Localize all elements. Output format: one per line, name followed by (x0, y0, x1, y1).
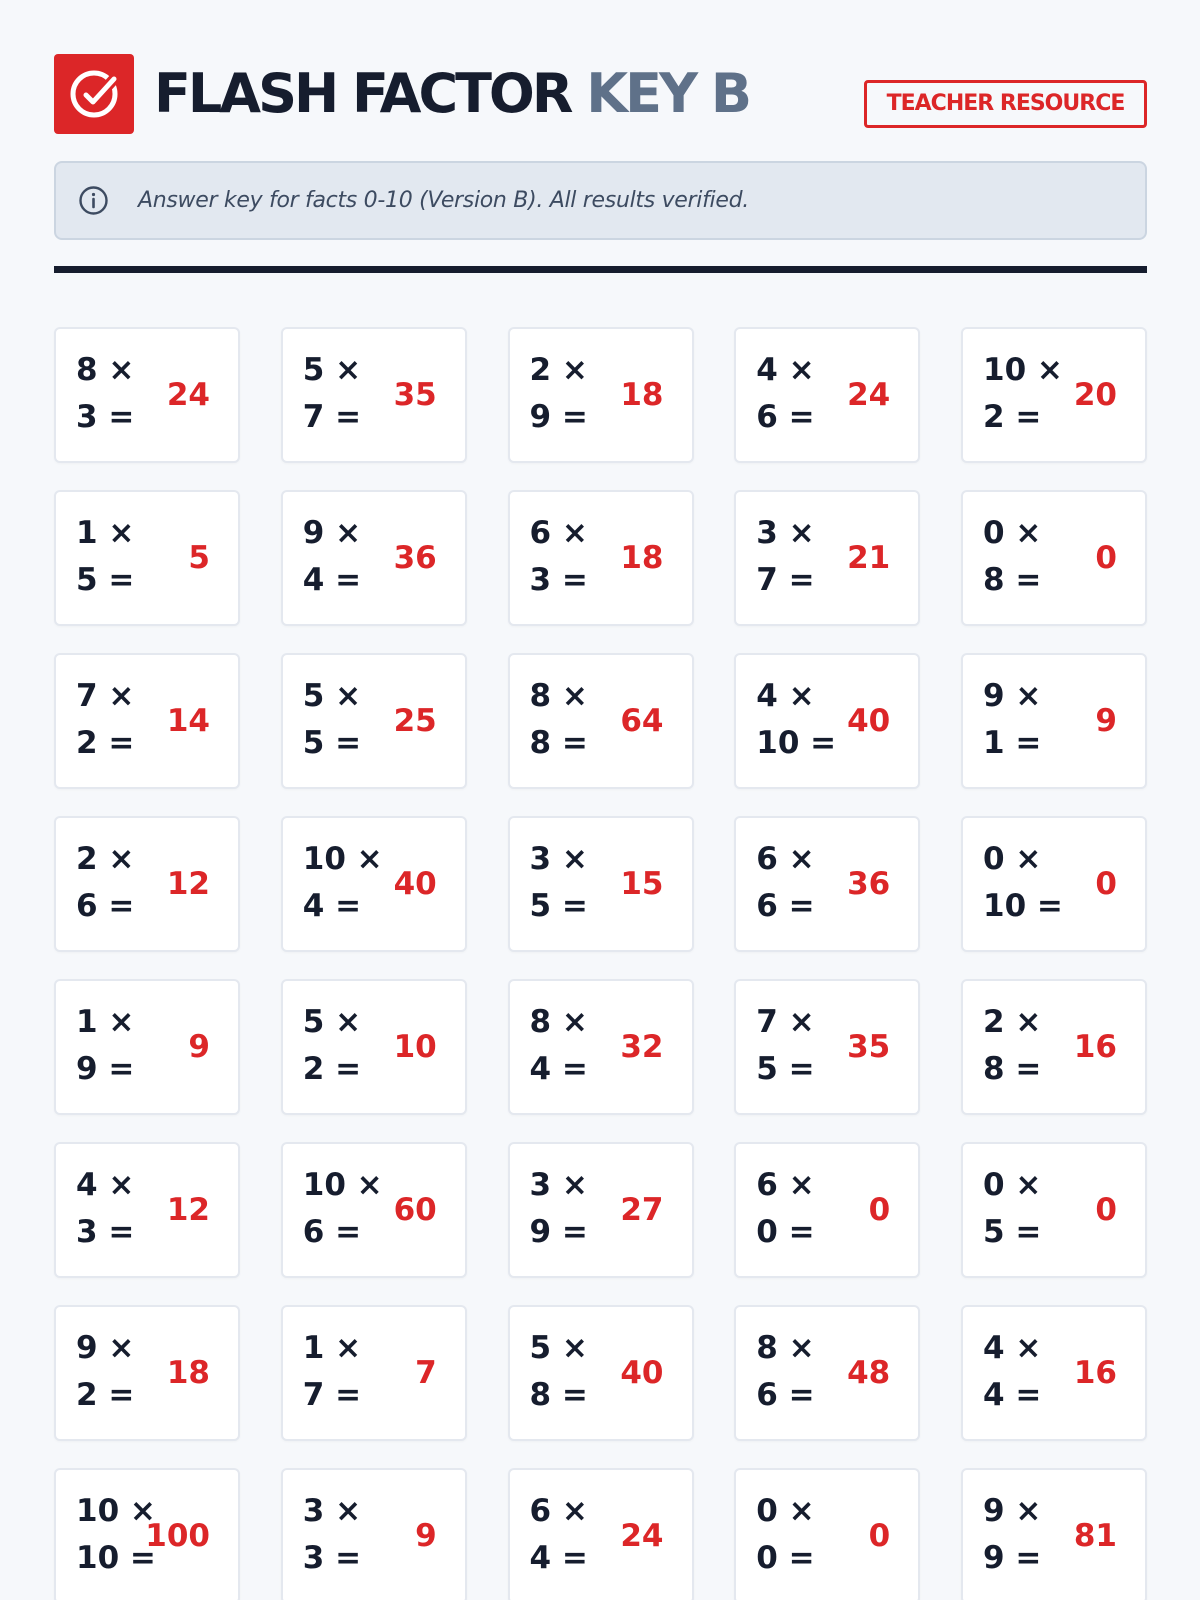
fact-answer: 18 (620, 540, 664, 576)
fact-question: 10 × 4 = (302, 841, 383, 924)
fact-question: 9 × 1 = (983, 678, 1042, 761)
fact-answer: 15 (620, 866, 664, 902)
fact-question: 10 × 10 = (76, 1493, 156, 1576)
fact-question: 3 × 9 = (529, 1167, 588, 1250)
divider (54, 266, 1147, 273)
fact-answer: 25 (393, 703, 437, 739)
fact-answer: 35 (847, 1029, 891, 1065)
fact-question: 4 × 3 = (76, 1167, 135, 1250)
teacher-resource-badge: TEACHER RESOURCE (864, 80, 1147, 128)
fact-question: 3 × 3 = (302, 1493, 362, 1576)
fact-card (54, 1468, 240, 1600)
fact-question: 8 × 8 = (529, 678, 588, 761)
fact-question: 2 × 6 = (76, 841, 135, 924)
fact-card (54, 327, 240, 463)
fact-question: 8 × 3 = (76, 352, 135, 435)
fact-card (281, 1305, 467, 1441)
fact-answer: 64 (620, 703, 664, 739)
fact-question: 9 × 4 = (302, 515, 362, 598)
fact-card (961, 653, 1147, 789)
fact-answer: 36 (393, 540, 437, 576)
info-icon (78, 185, 109, 216)
fact-answer: 18 (166, 1355, 210, 1391)
fact-answer: 9 (1095, 703, 1117, 739)
fact-question: 5 × 5 = (302, 678, 362, 761)
fact-question: 5 × 2 = (302, 1004, 362, 1087)
fact-answer: 40 (620, 1355, 664, 1391)
fact-question: 10 × 2 = (983, 352, 1063, 435)
fact-question: 6 × 3 = (529, 515, 588, 598)
fact-card (281, 490, 467, 626)
info-banner (54, 161, 1147, 240)
fact-question: 0 × 5 = (983, 1167, 1042, 1250)
fact-answer: 24 (166, 377, 210, 413)
fact-card (281, 816, 467, 952)
fact-question: 3 × 7 = (756, 515, 815, 598)
fact-question: 1 × 5 = (76, 515, 135, 598)
fact-card (508, 816, 694, 952)
fact-card (508, 979, 694, 1115)
fact-card (961, 1305, 1147, 1441)
title-accent: KEY B (586, 62, 750, 125)
title-main: FLASH FACTOR (154, 62, 571, 125)
fact-answer: 0 (1095, 866, 1117, 902)
fact-question: 8 × 6 = (756, 1330, 815, 1413)
fact-answer: 24 (620, 1518, 664, 1554)
fact-card (961, 816, 1147, 952)
fact-answer: 40 (847, 703, 891, 739)
fact-question: 4 × 4 = (983, 1330, 1042, 1413)
fact-card (961, 979, 1147, 1115)
fact-question: 8 × 4 = (529, 1004, 588, 1087)
fact-question: 0 × 10 = (983, 841, 1063, 924)
fact-card (734, 979, 920, 1115)
fact-question: 7 × 2 = (76, 678, 135, 761)
fact-card (734, 1468, 920, 1600)
fact-question: 0 × 8 = (983, 515, 1042, 598)
fact-card (734, 816, 920, 952)
fact-answer: 9 (415, 1518, 437, 1554)
fact-answer: 20 (1073, 377, 1117, 413)
fact-question: 0 × 0 = (756, 1493, 815, 1576)
fact-card (54, 653, 240, 789)
fact-answer: 40 (393, 866, 437, 902)
fact-card (54, 979, 240, 1115)
fact-answer: 16 (1073, 1029, 1117, 1065)
fact-question: 5 × 8 = (529, 1330, 588, 1413)
fact-answer: 48 (847, 1355, 891, 1391)
fact-answer: 100 (145, 1518, 210, 1554)
fact-question: 5 × 7 = (302, 352, 362, 435)
fact-question: 6 × 0 = (756, 1167, 815, 1250)
fact-question: 2 × 8 = (983, 1004, 1042, 1087)
fact-card (281, 327, 467, 463)
fact-card (54, 490, 240, 626)
fact-answer: 18 (620, 377, 664, 413)
fact-answer: 14 (166, 703, 210, 739)
fact-grid (54, 327, 1147, 1600)
fact-answer: 60 (393, 1192, 437, 1228)
fact-card (508, 653, 694, 789)
fact-answer: 0 (1095, 540, 1117, 576)
fact-card (508, 1468, 694, 1600)
fact-answer: 36 (847, 866, 891, 902)
fact-card (281, 653, 467, 789)
fact-answer: 81 (1073, 1518, 1117, 1554)
fact-question: 7 × 5 = (756, 1004, 815, 1087)
fact-card (734, 1305, 920, 1441)
check-circle-icon (54, 54, 134, 134)
fact-question: 6 × 4 = (529, 1493, 588, 1576)
fact-card (734, 653, 920, 789)
fact-question: 4 × 10 = (756, 678, 837, 761)
fact-answer: 12 (166, 866, 210, 902)
fact-answer: 0 (868, 1518, 891, 1554)
fact-card (281, 1142, 467, 1278)
fact-question: 1 × 7 = (302, 1330, 362, 1413)
fact-card (734, 327, 920, 463)
fact-answer: 0 (1095, 1192, 1117, 1228)
fact-card (508, 490, 694, 626)
fact-answer: 9 (188, 1029, 210, 1065)
info-text: Answer key for facts 0-10 (Version B). All results verified. (138, 188, 749, 213)
fact-card (281, 1468, 467, 1600)
fact-question: 9 × 9 = (983, 1493, 1042, 1576)
fact-answer: 7 (415, 1355, 437, 1391)
fact-card (734, 490, 920, 626)
fact-answer: 35 (393, 377, 437, 413)
fact-answer: 16 (1073, 1355, 1117, 1391)
fact-card (734, 1142, 920, 1278)
fact-question: 4 × 6 = (756, 352, 815, 435)
fact-card (54, 1305, 240, 1441)
fact-answer: 0 (868, 1192, 891, 1228)
fact-answer: 5 (188, 540, 210, 576)
fact-answer: 32 (620, 1029, 664, 1065)
fact-card (54, 816, 240, 952)
fact-question: 1 × 9 = (76, 1004, 135, 1087)
fact-answer: 21 (847, 540, 891, 576)
page-title (154, 58, 749, 130)
fact-card (961, 1142, 1147, 1278)
fact-card (281, 979, 467, 1115)
fact-answer: 10 (393, 1029, 437, 1065)
fact-answer: 27 (620, 1192, 664, 1228)
fact-card (54, 1142, 240, 1278)
fact-card (961, 490, 1147, 626)
header (54, 54, 1147, 134)
fact-question: 6 × 6 = (756, 841, 815, 924)
fact-question: 3 × 5 = (529, 841, 588, 924)
fact-card (508, 1142, 694, 1278)
fact-card (508, 327, 694, 463)
fact-card (508, 1305, 694, 1441)
fact-question: 10 × 6 = (302, 1167, 383, 1250)
fact-answer: 12 (166, 1192, 210, 1228)
fact-question: 9 × 2 = (76, 1330, 135, 1413)
fact-answer: 24 (847, 377, 891, 413)
fact-question: 2 × 9 = (529, 352, 588, 435)
fact-card (961, 327, 1147, 463)
fact-card (961, 1468, 1147, 1600)
